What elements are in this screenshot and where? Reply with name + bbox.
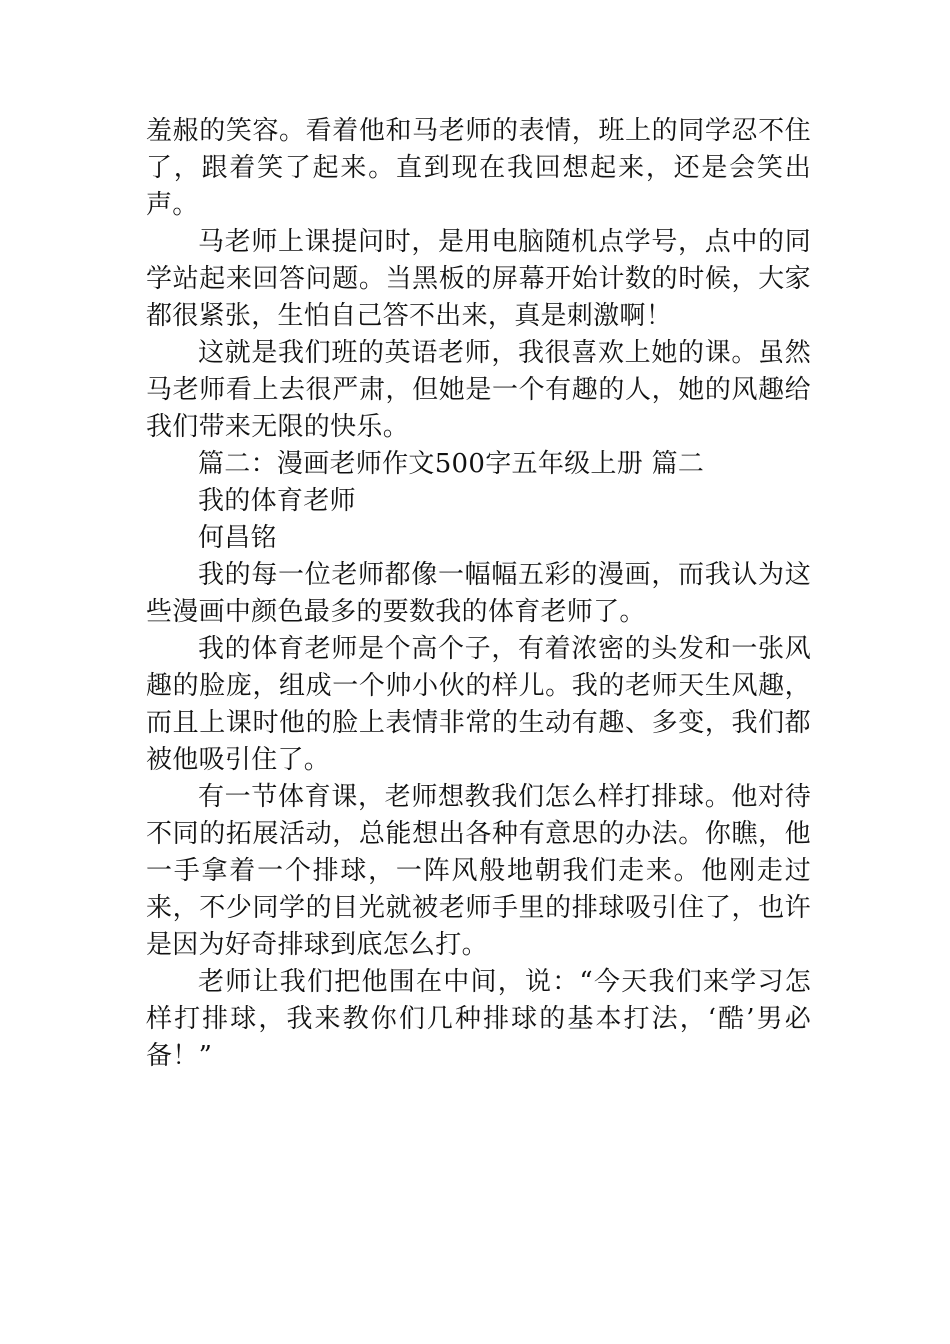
paragraph-english-teacher: 这就是我们班的英语老师，我很喜欢上她的课。虽然马老师看上去很严肃，但她是一个有趣的人，她的风趣给我们带来无限的快乐。 (146, 338, 811, 442)
section-heading: 篇二：漫画老师作文500字五年级上册 篇二 (198, 449, 705, 479)
paragraph-computer-question: 马老师上课提问时，是用电脑随机点学号，点中的同学站起来回答问题。当黑板的屏幕开始计数的时候，大家都很紧张，生怕自己答不出来，真是刺激啊！ (146, 227, 811, 331)
document-body (146, 113, 811, 1075)
paragraph-continued: 羞赧的笑容。看着他和马老师的表情，班上的同学忍不住了，跟着笑了起来。直到现在我回想起来，还是会笑出声。 (146, 116, 811, 220)
paragraph-intro: 我的每一位老师都像一幅幅五彩的漫画，而我认为这些漫画中颜色最多的要数我的体育老师了。 (146, 560, 811, 627)
paragraph-appearance: 我的体育老师是个高个子，有着浓密的头发和一张风趣的脸庞，组成一个帅小伙的样儿。我的老师天生风趣，而且上课时他的脸上表情非常的生动有趣、多变，我们都被他吸引住了。 (146, 634, 811, 775)
essay-title: 我的体育老师 (198, 486, 356, 516)
paragraph-volleyball-class: 有一节体育课，老师想教我们怎么样打排球。他对待不同的拓展活动，总能想出各种有意思的办法。你瞧，他一手拿着一个排球，一阵风般地朝我们走来。他刚走过来，不少同学的目光就被老师手里的排球吸引住了，也许是因为好奇排球到底怎么打。 (146, 782, 811, 960)
essay-author: 何昌铭 (198, 523, 277, 553)
paragraph-teacher-speech: 老师让我们把他围在中间，说：“今天我们来学习怎样打排球，我来教你们几种排球的基本打法，‘酷’男必备！” (146, 967, 811, 1071)
